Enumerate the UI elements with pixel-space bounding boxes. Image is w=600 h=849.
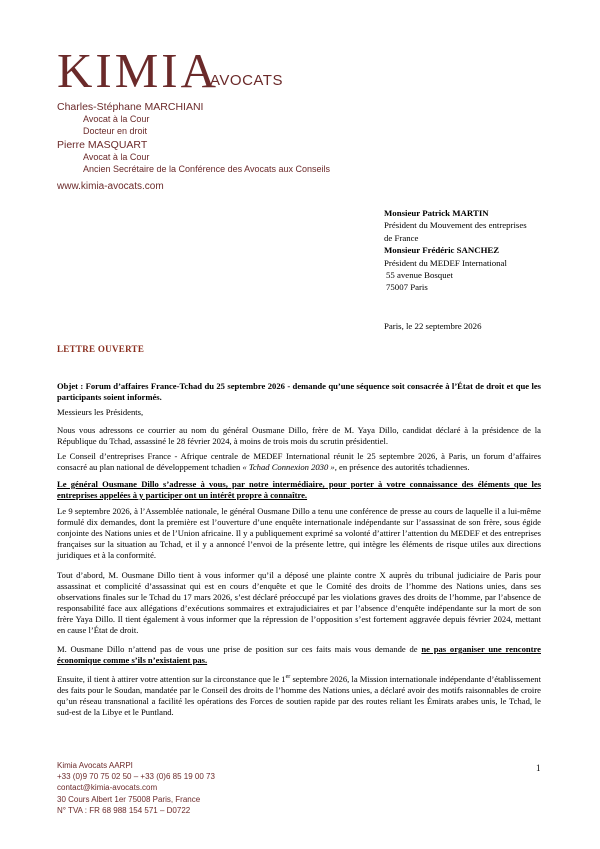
page-number: 1	[536, 763, 541, 773]
paragraph-3-highlight: Le général Ousmane Dillo s’adresse à vous, par notre intermédiaire, pour porter à votre connaissance des éléments que les entreprises appelées à y participer ont un intérêt propre à connaître.	[57, 479, 541, 500]
partner-2-former-role: Ancien Secrétaire de la Conférence des Avocats aux Conseils	[83, 164, 330, 174]
partner-2-name: Pierre MASQUART	[57, 139, 148, 151]
ordinal-suffix: er	[285, 674, 291, 680]
footer-firm-name: Kimia Avocats AARPI	[57, 761, 133, 770]
paragraph-7-start: Ensuite, il tient à attirer votre attention sur la circonstance que le 1	[57, 673, 286, 684]
firm-logo-subtitle: AVOCATS	[210, 72, 283, 89]
footer-email[interactable]: contact@kimia-avocats.com	[57, 783, 158, 793]
recipient-2-title: Président du MEDEF International	[384, 257, 507, 268]
footer-phones: +33 (0)9 70 75 02 50 – +33 (0)6 85 19 00 73	[57, 772, 215, 782]
paragraph-1: Nous vous adressons ce courrier au nom du général Ousmane Dillo, frère de M. Yaya Dillo, candidat déclaré à la présidence de la République du Tchad, assassiné le 28 février 2024, à moins de trois mois du scrutin présidentiel.	[57, 425, 541, 446]
recipient-1-title-line1: Président du Mouvement des entreprises	[384, 220, 527, 231]
recipient-address-block	[384, 207, 584, 294]
footer-address: 30 Cours Albert 1er 75008 Paris, France	[57, 794, 201, 804]
paragraph-2-start: Le Conseil d’entreprises France - Afrique centrale de MEDEF International réunit le 25 septembre 2026, à Paris, un forum d’affaires consacré au plan national de développement tchadien	[57, 451, 541, 472]
footer-vat: N° TVA : FR 68 988 154 571 – D0722	[57, 805, 191, 815]
plan-name: « Tchad Connexion 2030 »	[242, 462, 335, 472]
recipient-1-title-line2: de France	[384, 232, 419, 243]
partner-2-block	[57, 139, 330, 175]
partner-1-block	[57, 101, 203, 137]
paragraph-7	[57, 672, 541, 718]
letter-date: Paris, le 22 septembre 2026	[384, 321, 482, 331]
partner-1-title: Avocat à la Cour	[83, 114, 150, 124]
paragraph-7-end: septembre 2026, la Mission internationale indépendante d’établissement des faits pour le Soudan, mandatée par le Conseil des droits de l’homme des Nations unies, a déclaré avoir des motifs raisonnables de croire qu’un réseau transnational a facilité les opérations des Forces de soutien rapide par des routes reliant les Émirats arabes unis, le Tchad, le sud-est de la Libye et le Puntland.	[57, 673, 541, 717]
firm-logo-name: KIMIA	[57, 43, 219, 98]
footer-block	[57, 760, 215, 816]
letter-salutation: Messieurs les Présidents,	[57, 407, 144, 417]
paragraph-6-start: M. Ousmane Dillo n’attend pas de vous une prise de position sur ces faits mais vous demande de	[57, 644, 422, 654]
open-letter-title: LETTRE OUVERTE	[57, 344, 145, 354]
recipient-2-name: Monsieur Frédéric SANCHEZ	[384, 245, 500, 256]
letter-subject: Objet : Forum d’affaires France-Tchad du 25 septembre 2026 - demande qu’une séquence soit consacrée à l’État de droit et que les participants soient informés.	[57, 381, 541, 402]
paragraph-2-end: , en présence des autorités tchadiennes.	[334, 462, 470, 472]
paragraph-2	[57, 451, 541, 473]
paragraph-5: Tout d’abord, M. Ousmane Dillo tient à vous informer qu’il a déposé une plainte contre X auprès du tribunal judiciaire de Paris pour assassinat et complicité d’assassinat qui est en cours d’enquête et que le Comité des droits de l’homme des Nations unies, dans ses observations finales sur le Tchad du 17 mars 2026, s’est déclaré préoccupé par les violations graves des droits de l’homme, par l’absence de responsabilité face aux allégations d’exécutions sommaires et extrajudiciaires et par l’absence d’enquête indépendante sur la mort de son frère Yaya Dillo. Il tient également à vous informer que la répression de l’opposition s’est fortement aggravée depuis février 2024, mettant en cause l’État de droit.	[57, 570, 541, 635]
recipient-2-city: 75007 Paris	[386, 282, 428, 293]
partner-2-title: Avocat à la Cour	[83, 152, 150, 162]
firm-website-link[interactable]: www.kimia-avocats.com	[57, 181, 164, 192]
recipient-2-street: 55 avenue Bosquet	[386, 270, 453, 281]
paragraph-6-emphasis: ne pas organiser une rencontre économique comme s’ils n’existaient pas.	[57, 644, 541, 665]
partner-1-degree: Docteur en droit	[83, 126, 148, 136]
partner-1-name: Charles-Stéphane MARCHIANI	[57, 101, 204, 113]
recipient-1-name: Monsieur Patrick MARTIN	[384, 208, 489, 218]
paragraph-6	[57, 644, 541, 666]
paragraph-4: Le 9 septembre 2026, à l’Assemblée nationale, le général Ousmane Dillo a tenu une conférence de presse au cours de laquelle il a lui-même formulé dix demandes, dont la première est l’ouverture d’une enquête internationale indépendante sur l’assassinat de son frère, sous égide conjointe des Nations unies et de l’Union africaine. Il y a publiquement exprimé sa volonté d’attirer l’attention du MEDEF et des entreprises françaises sur la situation au Tchad, et il y a annoncé l’envoi de la présente lettre, qui intègre les éléments de risque utiles aux directions juridiques et à la conformité.	[57, 506, 541, 560]
